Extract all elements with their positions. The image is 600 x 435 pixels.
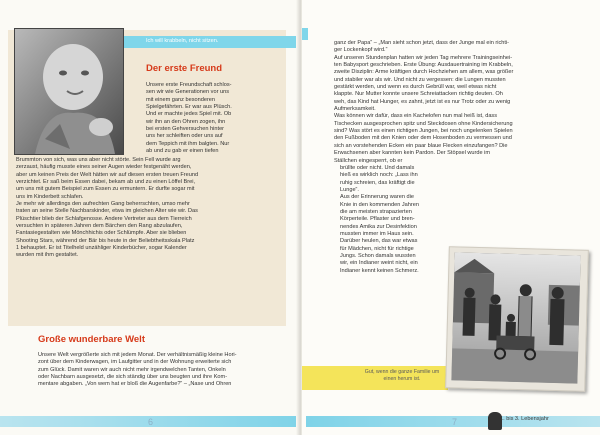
text-line: oder Nachbarn ausgesetzt, die sich ständig über uns beugten und ihre Kom-: [38, 374, 228, 381]
top-accent-bar: [302, 28, 308, 40]
text-line: Tischecken ausgesprochen spitz und Steckdosen ohne Kindersicherung: [334, 120, 513, 127]
text-line: Je mehr wir allerdings den aufrechten Gang beherrschten, umso mehr: [16, 201, 190, 208]
text-line: Shooting Stars, während der Bär bis heute in der Beliebtheitsskala Platz: [16, 237, 195, 244]
caption-bar: [124, 36, 300, 48]
baby-photo: [14, 28, 124, 155]
text-line: Spielgefährten. Er war aus Plüsch.: [146, 104, 232, 111]
text-line: um uns mit gutem Beispiel zum Essen zu ermuntern. Er durfte sogar mit: [16, 186, 195, 193]
text-line: den Fußboden mit den Knien oder dem Hosenboden zu vermessen und: [334, 135, 512, 142]
text-line: ab und zu gab er einen tiefen: [146, 148, 219, 155]
text-line: traten an seine Stelle Nachbarskinder, etwa im gleichen Alter wie wir. Das: [16, 208, 198, 215]
text-line: gestärkt werden, und wenn es durch Gebrüll war, weil etwas nicht: [334, 84, 497, 91]
text-line: wir, ein Indianer weint nicht, ein: [340, 260, 418, 267]
text-line: ganz der Papa“ – „Man sieht schon jetzt, dass der Junge mal ein richti-: [334, 40, 510, 46]
text-line: sind? Was stört es einen richtigen Jungen, bei noch ungelenken Spielen: [334, 128, 513, 135]
text-line: zum Glück. Damit waren wir auch nicht mehr irgendwelchen Tanten, Onkeln: [38, 366, 226, 373]
text-line: Erwachsenen aber kannten kein Pardon. Der Stöpsel wurde im: [334, 150, 491, 157]
photo-caption: Ich will krabbeln, nicht sitzen.: [146, 38, 219, 44]
text-line: sen wir wie Generationen vor uns: [146, 89, 230, 96]
text-line: Unsere Welt vergrößerte sich mit jedem Monat. Der verhältnismäßig kleine Hori-: [38, 352, 237, 358]
text-line: und stabiler war als wir. Und nicht zu vergessen: die Lungen mussten: [334, 76, 506, 83]
text-line: Knie in den kommenden Jahren: [340, 201, 419, 208]
text-line: ger Lockenkopf wird.“: [334, 47, 388, 54]
right-top-paragraph: [334, 40, 592, 165]
text-line: nendes Amika zur Desinfektion: [340, 223, 417, 230]
text-line: hieß es wirklich noch: „Lass ihn: [340, 172, 418, 179]
page-number-right: 7: [452, 417, 458, 427]
text-line: klappte. Nur Mutter konnte unsere Schreiattacken richtig deuten. Oh: [334, 91, 503, 98]
text-line: Und er machte jedes Spiel mit. Ob: [146, 111, 232, 118]
text-line: ruhig schreien, das kräftigt die: [340, 179, 415, 186]
section-heading-2: Große wunderbare Welt: [38, 334, 145, 345]
text-line: Jungs. Schon damals wussten: [340, 253, 416, 260]
narrow-paragraph: [146, 82, 280, 155]
text-line: für Mädchen, nicht für richtige: [340, 245, 414, 252]
text-line: zweite Disziplin: Arme kräftigen durch Hochziehen am allem, was größer: [334, 69, 514, 76]
section-heading: Der erste Freund: [146, 63, 223, 74]
text-line: Was können wir dafür, dass ein Kachelofen nun mal heiß ist, dass: [334, 113, 498, 120]
text-line: mussten immer im Haus sein.: [340, 231, 414, 238]
text-line: bei ersten Gehversuchen hinter: [146, 126, 225, 133]
text-line: mit einem ganz besonderen: [146, 96, 216, 103]
text-line: dem Teppich mit ihm balgten. Nur: [146, 140, 230, 147]
text-line: die am meisten strapazierten: [340, 209, 412, 216]
text-line: Körperteile. Pflaster und bren-: [340, 216, 415, 223]
text-line: brüllte oder nicht. Und damals: [340, 165, 415, 171]
right-narrow-paragraph: [340, 165, 444, 275]
text-line: zont über dem Kinderwagen, im Laufgitter und in der Wohnung erweiterte sich: [38, 359, 232, 366]
text-line: verzichtet. Er saß beim Essen dabei, bekam ab und zu einen Löffel Brei,: [16, 179, 195, 186]
text-line: 1 behauptet. Er ist Titelheld unzähliger Kinderbücher, sogar Kalender: [16, 245, 187, 252]
text-line: Fantasiegestalten wie Mönchhichis oder Schlümpfe. Aber sie blieben: [16, 230, 187, 237]
text-line: Aus der Erinnerung waren die: [340, 194, 415, 201]
photo-caption-right: Gut, wenn die ganze Familie um einen herum ist.: [364, 369, 440, 382]
text-line: Auf unseren Stundenplan hatten wir jeden Tag mehrere Trainingseinhei-: [334, 54, 513, 61]
text-line: uns her schleiften oder uns auf: [146, 133, 223, 140]
text-line: aber um keinen Preis der Welt hätten wir auf diesen ersten treuen Freund: [16, 171, 199, 178]
text-line: mentare abgaben. „Von wem hat er bloß die Augenfarbe?“ – „Nase und Ohren: [38, 381, 232, 388]
text-line: zerzaust, häufig musste eines seiner Augen wieder festgenäht werden,: [16, 164, 192, 171]
text-line: Lunge“.: [340, 187, 359, 194]
text-line: wir ihn an den Ohren zogen, ihn: [146, 118, 226, 125]
text-line: Unsere erste Freundschaft schlos-: [146, 82, 232, 88]
text-line: Brummton von sich, was uns aber nicht störte. Sein Fell wurde arg: [16, 157, 181, 163]
text-line: uns im Kinderbett schlafen.: [16, 193, 84, 200]
text-line: Aufmerksamkeit.: [334, 106, 376, 113]
family-photo: [445, 246, 589, 392]
text-line: Indianer kennt keinen Schmerz.: [340, 267, 419, 274]
caption-bar-right: [302, 366, 448, 390]
text-line: Plüschtier blieb der Schlafgenosse. Andere Vertreter aus dem Tierreich: [16, 215, 192, 222]
text-line: Darüber heulen, das war etwas: [340, 238, 418, 245]
text-line: weh, das Kind hat Hunger, es zahnt, jetzt ist es nur Trotz oder zu wenig: [334, 98, 511, 105]
text-line: Ställchen eingesperrt, ob er: [334, 157, 403, 164]
text-line: versuchten in späteren Jahren dem Bärchen den Rang abzulaufen,: [16, 223, 183, 230]
text-line: ten Babysport geschrieben. Erste Übung: Ausdauertraining im Krabbeln,: [334, 62, 513, 69]
text-line: sich an vorstehenden Ecken ein paar blaue Flecken einzufangen? Die: [334, 142, 508, 149]
bottom-paragraph: [38, 352, 288, 389]
text-line: wurden mit ihm gestaltet.: [16, 252, 79, 259]
wide-paragraph: [16, 157, 282, 260]
page-number-left: 6: [148, 417, 154, 427]
chapter-label: 1. bis 3. Lebensjahr: [500, 416, 549, 422]
